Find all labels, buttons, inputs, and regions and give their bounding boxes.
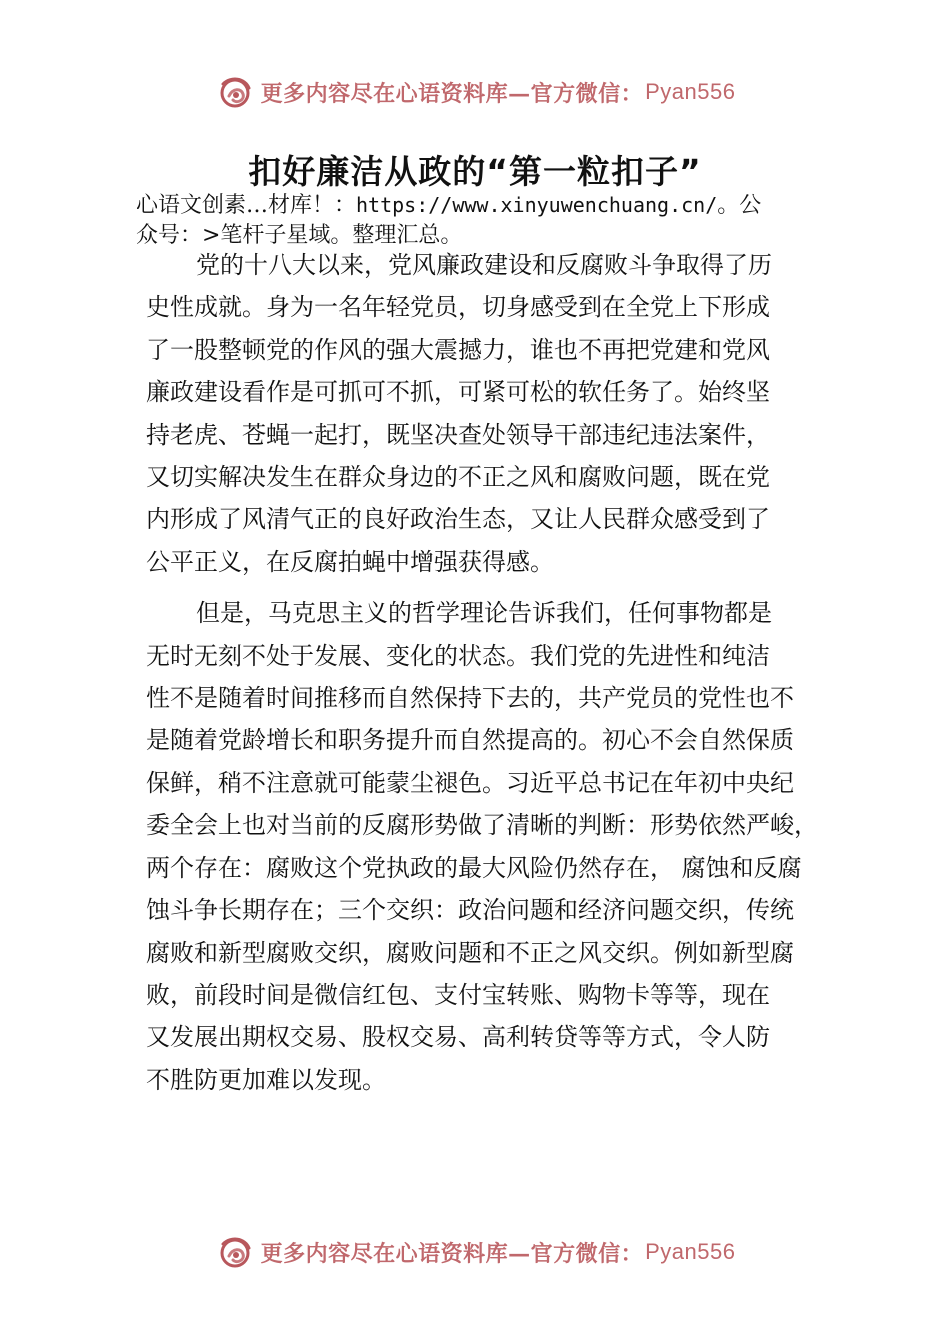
paragraph-line: 史性成就。身为一名年轻党员，切身感受到在全党上下形成	[146, 293, 770, 322]
paragraph-line: 但是，马克思主义的哲学理论告诉我们，任何事物都是	[196, 599, 772, 628]
paragraph-line: 性不是随着时间推移而自然保持下去的，共产党员的党性也不	[146, 684, 794, 713]
paragraph-line: 党的十八大以来，党风廉政建设和反腐败斗争取得了历	[196, 251, 772, 279]
paragraph-line: 保鲜，稍不注意就可能蒙尘褪色。习近平总书记在年初中央纪	[146, 768, 794, 797]
paragraph-2	[146, 592, 826, 1101]
paragraph-line: 不胜防更加难以发现。	[146, 1065, 386, 1094]
paragraph-line: 持老虎、苍蝇一起打，既坚决查处领导干部违纪违法案件，	[146, 420, 770, 449]
paragraph-line: 两个存在：腐败这个党执政的最大风险仍然存在， 腐蚀和反腐	[146, 853, 802, 882]
paragraph-line: 是随着党龄增长和职务提升而自然提高的。初心不会自然保质	[146, 726, 794, 755]
paragraph-line: 败，前段时间是微信红包、支付宝转账、购物卡等等，现在	[146, 980, 770, 1009]
paragraph-line: 公平正义，在反腐拍蝇中增强获得感。	[146, 547, 554, 576]
paragraph-line: 廉政建设看作是可抓可不抓，可紧可松的软任务了。始终坚	[146, 378, 770, 407]
paragraph-line: 又发展出期权交易、股权交易、高利转贷等等方式，令人防	[146, 1023, 770, 1052]
wechat-id: Pyan556	[645, 1239, 736, 1264]
paragraph-line: 蚀斗争长期存在；三个交织：政治问题和经济问题交织，传统	[146, 896, 794, 925]
red-swirl-logo-icon	[215, 72, 255, 112]
paragraph-line: 内形成了风清气正的良好政治生态，又让人民群众感受到了	[146, 505, 770, 534]
banner-text: 更多内容尽在心语资料库—官方微信：	[260, 80, 644, 107]
source-suffix: 。公	[717, 193, 762, 218]
banner-text: 更多内容尽在心语资料库—官方微信：	[260, 1240, 644, 1267]
source-note	[136, 190, 836, 251]
document-title: 扣好廉洁从政的“第一粒扣子”	[248, 152, 702, 191]
paragraph-line: 委全会上也对当前的反腐形势做了清晰的判断：形势依然严峻，	[146, 811, 818, 840]
source-url[interactable]: https://www.xinyuwenchuang.cn/	[356, 193, 718, 217]
paragraph-line: 了一股整顿党的作风的强大震撼力，谁也不再把党建和党风	[146, 335, 770, 364]
paragraph-line: 又切实解决发生在群众身边的不正之风和腐败问题，既在党	[146, 463, 770, 492]
wechat-id: Pyan556	[645, 79, 736, 104]
header-banner	[0, 70, 950, 114]
paragraph-line: 腐败和新型腐败交织，腐败问题和不正之风交织。例如新型腐	[146, 938, 794, 967]
red-swirl-logo-icon	[215, 1232, 255, 1272]
source-line-2: 众号：>笔杆子星域。整理汇总。	[136, 223, 463, 248]
paragraph-1	[146, 244, 826, 583]
document-body	[146, 244, 826, 1110]
footer-banner	[0, 1230, 950, 1274]
paragraph-line: 无时无刻不处于发展、变化的状态。我们党的先进性和纯洁	[146, 641, 770, 670]
source-prefix: 心语文创素…材库！：	[136, 193, 357, 218]
